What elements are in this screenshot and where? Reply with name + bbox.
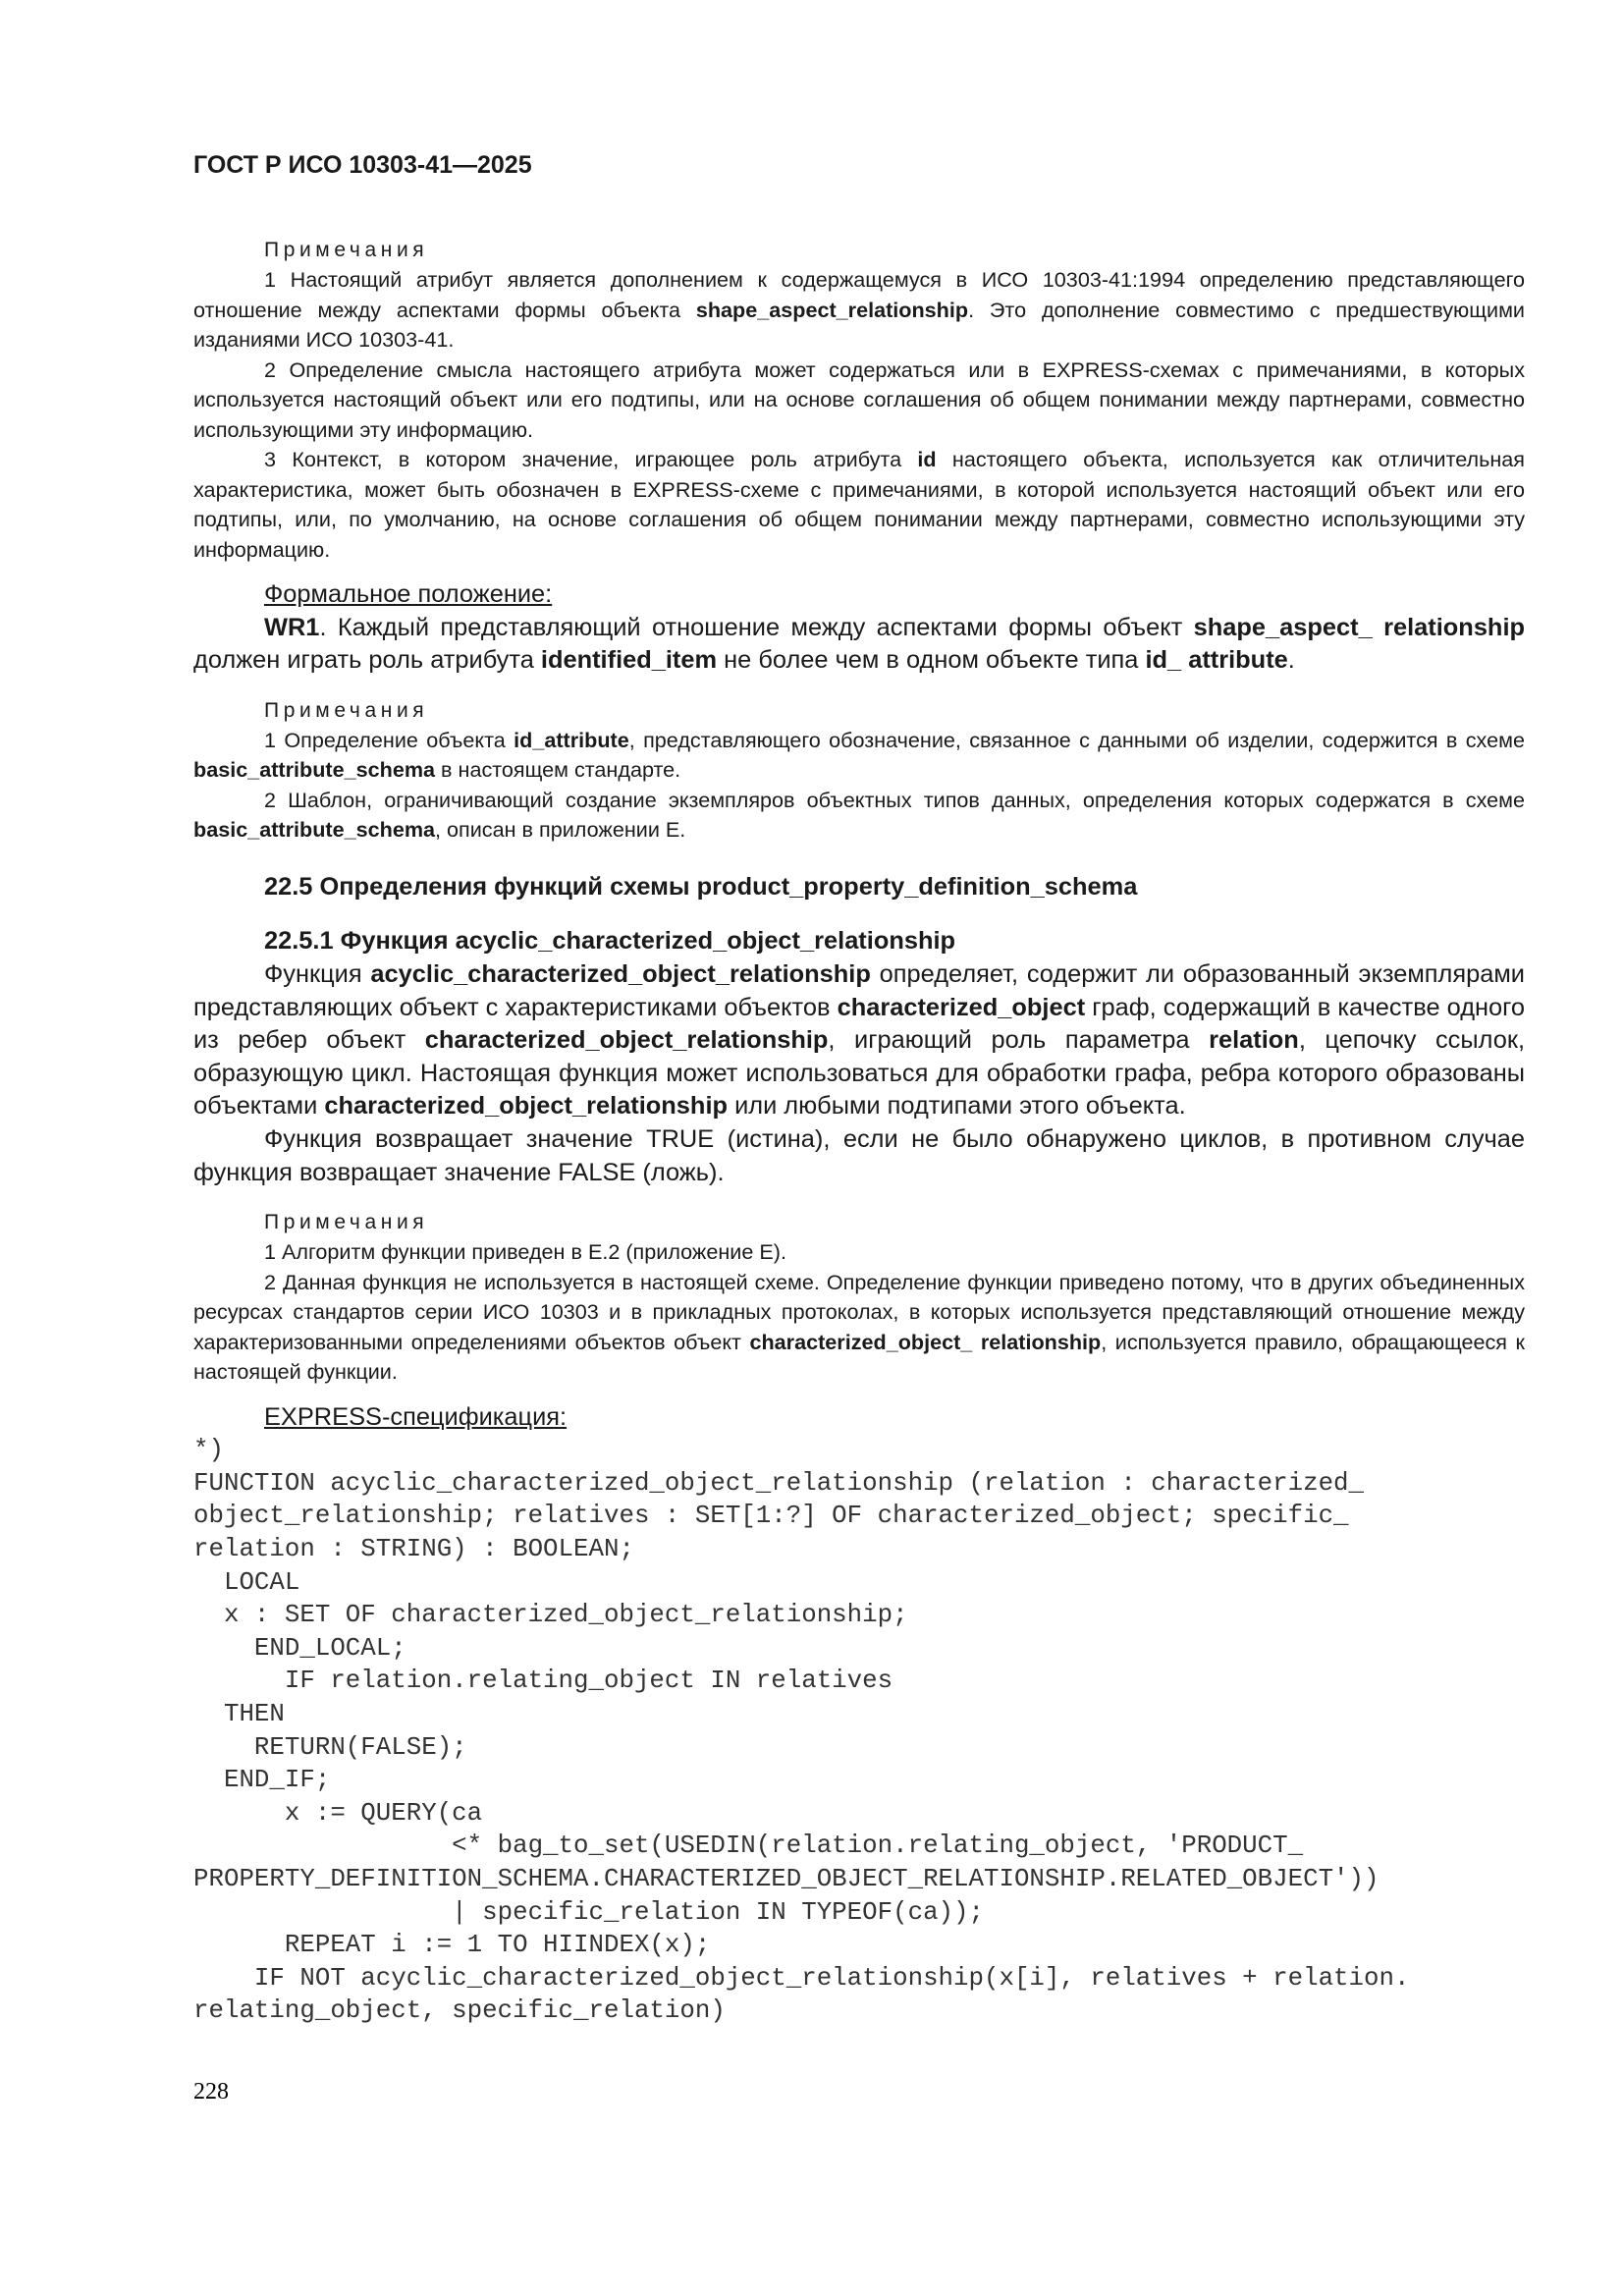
note-1-2: 2 Определение смысла настоящего атрибута может содержаться или в EXPRESS-схемах с примечаниями, в которых используется настоящий объект или его подтипы, или на основе соглашения об общем понимании между партнерами, совместно использующими эту информацию. xyxy=(193,356,1525,442)
notes-title: Примечания xyxy=(264,698,429,722)
code-line: relating_object, specific_relation) xyxy=(193,1996,726,2026)
express-spec-heading: EXPRESS-спецификация: xyxy=(264,1402,568,1431)
code-line: RETURN(FALSE); xyxy=(193,1732,467,1762)
wr1-paragraph: WR1. Каждый представляющий отношение между аспектами формы объект shape_aspect_ relationship должен играть роль атрибута identified_item не более чем в одном объекте типа id_ attribute. xyxy=(193,613,1526,675)
note-2-1: 1 Определение объекта id_attribute, представляющего обозначение, связанное с данными об изделии, содержится в схеме basic_attribute_schema в настоящем стандарте. xyxy=(193,727,1525,783)
code-line: relation : STRING) : BOOLEAN; xyxy=(193,1535,634,1563)
notes-title: Примечания xyxy=(264,239,429,261)
note-3-2: 2 Данная функция не используется в настоящей схеме. Определение функции приведено потому, что в других объединенных ресурсах стандартов серии ИСО 10303 и в прикладных протоколах, в которых используется представляющий отношение между характеризованными определениями объектов объект characterized_object_ relationship, используется правило, обращающееся к настоящей функции. xyxy=(193,1269,1525,1385)
subsection-heading: 22.5.1 Функция acyclic_characterized_object_relationship xyxy=(264,927,956,956)
function-description: Функция acyclic_characterized_object_relationship определяет, содержит ли образованный экземплярами представляющих объект с характеристиками объектов characterized_object граф, содержащий в качестве одного из ребер объект characterized_object_relationship, играющий роль параметра relation, цепочку ссылок, образующую цикл. Настоящая функция может использоваться для обработки графа, ребра которого образованы объектами characterized_object_relationship или любыми подтипами этого объекта. xyxy=(193,959,1525,1121)
code-line: PROPERTY_DEFINITION_SCHEMA.CHARACTERIZED_OBJECT_RELATIONSHIP.RELATED_OBJECT')) xyxy=(193,1864,1380,1893)
code-line: *) xyxy=(193,1436,224,1465)
note-3-1: 1 Алгоритм функции приведен в Е.2 (приложение Е). xyxy=(264,1239,786,1265)
notes-block-3 xyxy=(193,1207,1525,1388)
code-line: END_IF; xyxy=(193,1766,331,1795)
formal-proposition-heading: Формальное положение: xyxy=(264,580,553,608)
function-return-description: Функция возвращает значение TRUE (истина), если не было обнаружено циклов, в противном случае функция возвращает значение FALSE (ложь). xyxy=(193,1124,1525,1186)
page-number: 228 xyxy=(193,2079,229,2105)
document-header: ГОСТ Р ИСО 10303-41—2025 xyxy=(193,151,532,179)
code-line: THEN xyxy=(193,1699,285,1728)
notes-title: Примечания xyxy=(264,1211,429,1234)
code-line: END_LOCAL; xyxy=(193,1633,406,1663)
code-line: FUNCTION acyclic_characterized_object_relationship (relation : characterized_ xyxy=(193,1468,1365,1498)
notes-block-2 xyxy=(193,695,1525,846)
code-line: x : SET OF characterized_object_relationship; xyxy=(193,1601,908,1630)
code-line: REPEAT i := 1 TO HIINDEX(x); xyxy=(193,1931,711,1960)
code-line: LOCAL xyxy=(193,1567,300,1597)
section-heading: 22.5 Определения функций схемы product_property_definition_schema xyxy=(264,872,1138,901)
code-line: IF relation.relating_object IN relatives xyxy=(193,1667,893,1696)
code-line: x := QUERY(ca xyxy=(193,1798,483,1828)
code-line: IF NOT acyclic_characterized_object_relationship(x[i], relatives + relation. xyxy=(193,1963,1410,1993)
note-1-1: 1 Настоящий атрибут является дополнением к содержащемуся в ИСО 10303-41:1994 определению представляющего отношение между аспектами формы объекта shape_aspect_relationship. Это дополнение совместимо с предшествующими изданиями ИСО 10303-41. xyxy=(193,267,1525,352)
note-1-3: 3 Контекст, в котором значение, играющее роль атрибута id настоящего объекта, используется как отличительная характеристика, может быть обозначен в EXPRESS-схеме с примечаниями, в которой используется настоящий объект или его подтипы, или, по умолчанию, на основе соглашения об общем понимании между партнерами, совместно использующими эту информацию. xyxy=(193,447,1525,562)
code-line: <* bag_to_set(USEDIN(relation.relating_object, 'PRODUCT_ xyxy=(193,1831,1304,1861)
code-line: | specific_relation IN TYPEOF(ca)); xyxy=(193,1897,984,1927)
note-2-2: 2 Шаблон, ограничивающий создание экземпляров объектных типов данных, определения которых содержатся в схеме basic_attribute_schema, описан в приложении Е. xyxy=(193,787,1525,843)
express-code-block xyxy=(193,1434,1525,2028)
code-line: object_relationship; relatives : SET[1:?] OF characterized_object; specific_ xyxy=(193,1502,1349,1531)
notes-block-1 xyxy=(193,235,1525,565)
